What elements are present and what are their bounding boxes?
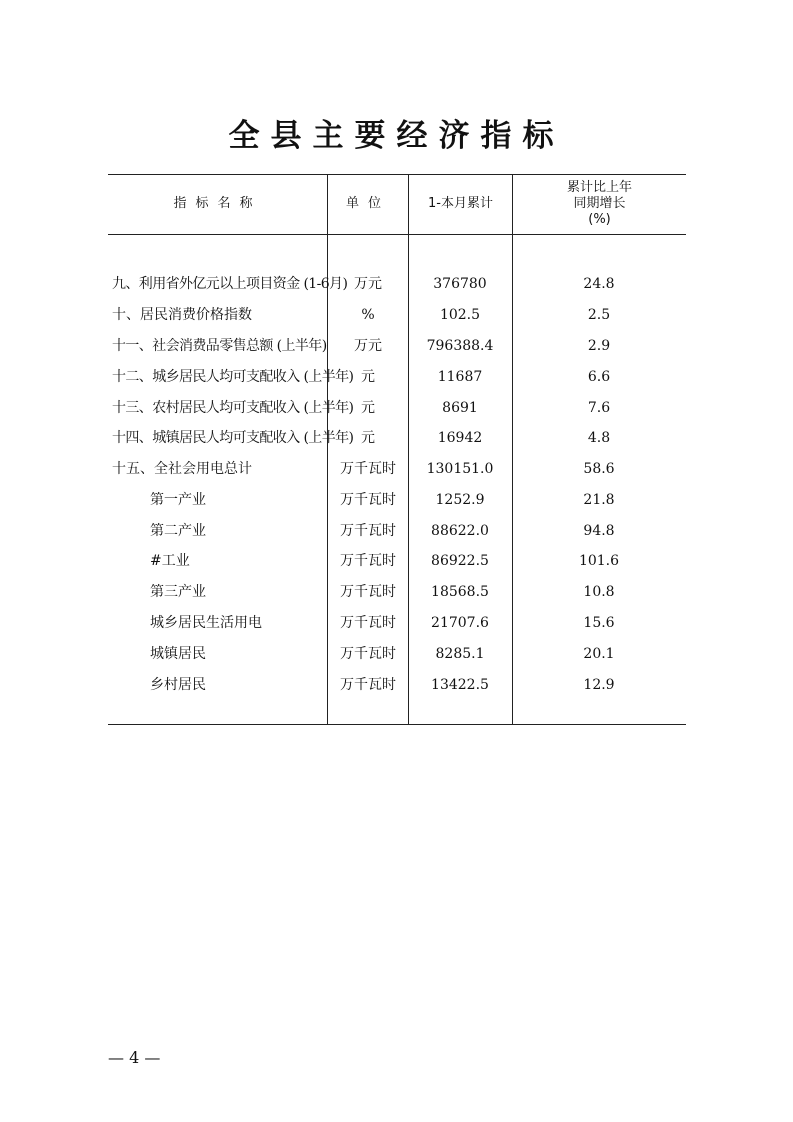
page-title: 全县主要经济指标: [228, 118, 565, 154]
row-cumulative: 130151.0: [426, 461, 494, 477]
row-cumulative: 376780: [433, 276, 487, 292]
header-divider: [108, 234, 686, 235]
row-name: 城乡居民生活用电: [150, 615, 262, 631]
row-unit: 万千瓦时: [340, 523, 396, 539]
row-unit: 万元: [354, 338, 382, 354]
row-name: 九、利用省外亿元以上项目资金 (1-6月): [112, 276, 348, 292]
header-growth-line3: (%): [588, 212, 611, 227]
row-growth: 21.8: [583, 492, 615, 508]
table-row: [108, 331, 686, 361]
row-cumulative: 102.5: [439, 307, 481, 323]
row-cumulative: 8285.1: [435, 646, 485, 662]
row-cumulative: 21707.6: [431, 615, 489, 631]
row-unit: 万元: [354, 276, 382, 292]
row-name: 十二、城乡居民人均可支配收入 (上半年): [112, 369, 354, 385]
row-cumulative: 86922.5: [431, 553, 489, 569]
row-name: 十五、全社会用电总计: [112, 461, 252, 477]
row-name: 第三产业: [150, 584, 206, 600]
row-name: 十三、农村居民人均可支配收入 (上半年): [112, 400, 354, 416]
header-cumulative: 1-本月累计: [428, 196, 493, 211]
table-row: [108, 608, 686, 638]
row-name: 十一、社会消费品零售总额 (上半年): [112, 338, 327, 354]
table-row: [108, 362, 686, 392]
table-row: [108, 423, 686, 453]
row-name: 城镇居民: [150, 646, 206, 662]
table-row: [108, 393, 686, 423]
row-growth: 20.1: [583, 646, 615, 662]
row-growth: 15.6: [583, 615, 615, 631]
row-growth: 4.8: [587, 430, 611, 446]
row-name: 第二产业: [150, 523, 206, 539]
row-unit: 万千瓦时: [340, 553, 396, 569]
row-unit: 万千瓦时: [340, 492, 396, 508]
row-cumulative: 796388.4: [426, 338, 494, 354]
row-growth: 24.8: [583, 276, 615, 292]
row-unit: 万千瓦时: [340, 615, 396, 631]
row-unit: 万千瓦时: [340, 584, 396, 600]
table-row: [108, 269, 686, 299]
table-row: [108, 516, 686, 546]
header-growth: [513, 174, 686, 234]
table-row: [108, 546, 686, 576]
row-unit: 万千瓦时: [340, 646, 396, 662]
table-row: [108, 577, 686, 607]
row-growth: 2.5: [587, 307, 611, 323]
row-cumulative: 8691: [442, 400, 478, 416]
row-name: 十四、城镇居民人均可支配收入 (上半年): [112, 430, 354, 446]
row-growth: 2.9: [587, 338, 611, 354]
row-cumulative: 88622.0: [431, 523, 489, 539]
row-unit: 元: [361, 430, 375, 446]
row-cumulative: 1252.9: [435, 492, 485, 508]
table-row: [108, 485, 686, 515]
row-growth: 94.8: [583, 523, 615, 539]
indicator-table: [108, 174, 686, 725]
table-row: [108, 454, 686, 484]
row-growth: 101.6: [578, 553, 620, 569]
table-row: [108, 639, 686, 669]
header-growth-line2: 同期增长: [573, 196, 626, 211]
row-cumulative: 16942: [437, 430, 483, 446]
row-name: #工业: [150, 553, 190, 569]
row-growth: 7.6: [587, 400, 611, 416]
row-unit: 万千瓦时: [340, 461, 396, 477]
table-bottom-border: [108, 724, 686, 725]
header-growth-line1: 累计比上年: [566, 180, 632, 195]
row-cumulative: 11687: [437, 369, 483, 385]
row-name: 第一产业: [150, 492, 206, 508]
page-number: — 4 —: [108, 1048, 161, 1067]
table-row: [108, 670, 686, 700]
header-unit: 单位: [345, 196, 390, 211]
row-growth: 10.8: [583, 584, 615, 600]
row-unit: 元: [361, 400, 375, 416]
header-name: 指标名称: [173, 196, 262, 211]
row-name: 乡村居民: [150, 677, 206, 693]
row-growth: 6.6: [587, 369, 611, 385]
row-growth: 12.9: [583, 677, 615, 693]
row-unit: 元: [361, 369, 375, 385]
row-cumulative: 18568.5: [431, 584, 489, 600]
row-name: 十、居民消费价格指数: [112, 307, 252, 323]
row-unit: 万千瓦时: [340, 677, 396, 693]
row-growth: 58.6: [583, 461, 615, 477]
table-row: [108, 300, 686, 330]
row-cumulative: 13422.5: [431, 677, 489, 693]
row-unit: %: [361, 307, 375, 323]
